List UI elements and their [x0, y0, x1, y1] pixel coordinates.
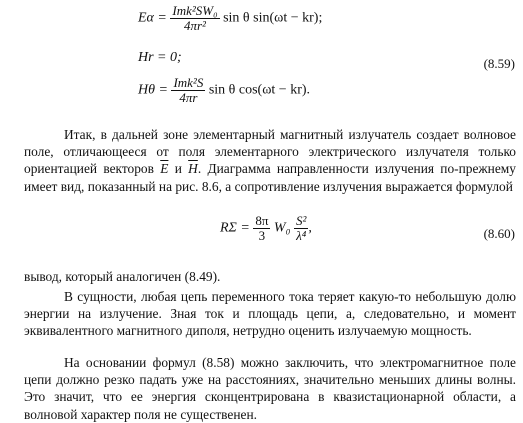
- fraction-h-theta: $\frac{\text{Imk²S}}{4\pi r}$: [173, 75, 204, 105]
- vector-h: $\overline{H}$: [188, 161, 198, 177]
- paragraph-2: вывод, который аналогичен (8.49).: [24, 269, 221, 284]
- paragraph-1: Итак, в дальней зоне элементарный магнитный излучатель создает волновое поле, отличающееся от поля элементарного электрического излучателя только ориентацией векторов $\overline{E}$ и $\overline{H}$. Диаграмма направленности излучения по-прежнему имеет вид, показанный на рис. 8.6, а сопротивление излучения выражается формулой: [24, 127, 516, 194]
- equation-number-8-60: (8.60): [483, 226, 515, 241]
- equation-r-sigma: RΣ = $\frac{8\pi}{3}$ W₀ $\frac{\text{S²}}{\text{λ⁴}}$ ,: [220, 213, 312, 243]
- equation-e-alpha: Eα = $\frac{\text{Imk²SW₀}}{\text{4πr²}}$ sin θ sin(ωt − kr);: [138, 3, 323, 33]
- paragraph-4: На основании формул (8.58) можно заключить, что электромагнитное поле цепи должно резко падать уже на расстояниях, значительно меньших длины волны. Это значит, что ее энергия сконцентрирована в квазистационарной области, а волновой характер поля не существенен.: [24, 355, 516, 422]
- fraction-s2-lambda4: $\frac{\text{S²}}{\text{λ⁴}}$: [295, 213, 307, 243]
- paragraph-3: В сущности, любая цепь переменного тока теряет какую-то небольшую долю энергии на излучение. Зная ток и площадь цепи, а, следовательно, и момент эквивалентного магнитного диполя, нетрудно оценить излучаемую мощность.: [24, 289, 516, 339]
- fraction-8pi-3: $\frac{8\pi}{3}$: [255, 213, 269, 243]
- equation-h-theta: Hθ = $\frac{\text{Imk²S}}{4\pi r}$ sin θ cos(ωt − kr).: [138, 75, 311, 105]
- equation-h-r: Hr = 0;: [138, 50, 182, 65]
- fraction-e-alpha: $\frac{\text{Imk²SW₀}}{\text{4πr²}}$: [172, 3, 218, 33]
- vector-e: $\overline{E}$: [160, 161, 169, 177]
- equation-number-8-59: (8.59): [483, 56, 515, 71]
